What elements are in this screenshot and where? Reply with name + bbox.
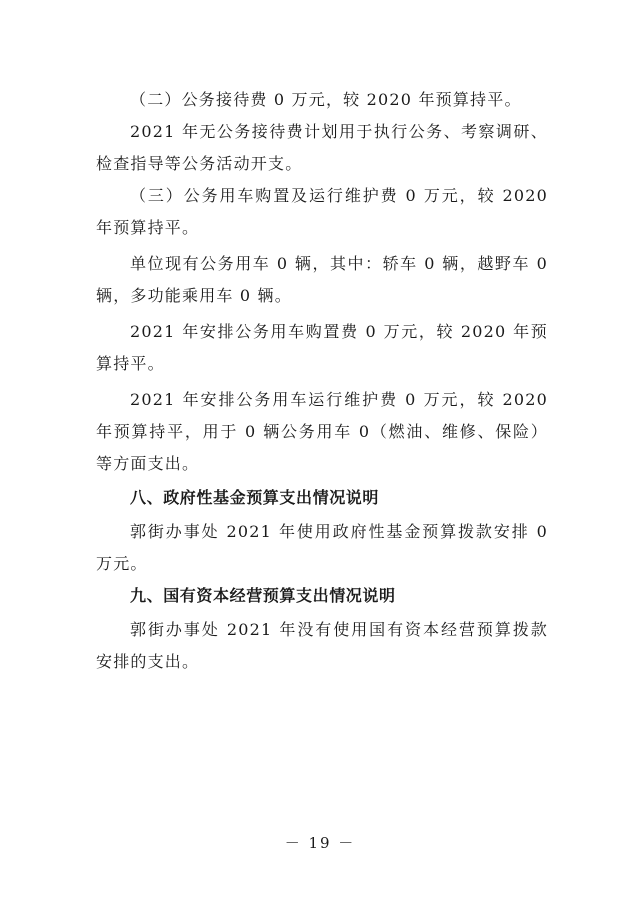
paragraph-state-capital: 郭街办事处 2021 年没有使用国有资本经营预算拨款安排的支出。 <box>96 620 548 671</box>
section-heading-state-capital: 九、国有资本经营预算支出情况说明 <box>130 586 396 605</box>
paragraph-government-fund: 郭街办事处 2021 年使用政府性基金预算拨款安排 0 万元。 <box>96 522 548 573</box>
section-heading-government-fund: 八、政府性基金预算支出情况说明 <box>130 488 380 507</box>
paragraph-reception-fee: （二）公务接待费 0 万元，较 2020 年预算持平。 <box>130 90 522 109</box>
paragraph-vehicle-count: 单位现有公务用车 0 辆，其中：轿车 0 辆，越野车 0 辆，多功能乘用车 0 辆。 <box>96 254 548 305</box>
paragraph-vehicle-maintenance: 2021 年安排公务用车运行维护费 0 万元，较 2020 年预算持平，用于 0 辆公务用车 0（燃油、维修、保险）等方面支出。 <box>96 390 548 473</box>
paragraph-vehicle-purchase: 2021 年安排公务用车购置费 0 万元，较 2020 年预算持平。 <box>96 322 548 373</box>
page-number: － 19 － <box>284 834 356 852</box>
paragraph-vehicle-fee: （三）公务用车购置及运行维护费 0 万元，较 2020 年预算持平。 <box>96 186 548 237</box>
paragraph-reception-plan: 2021 年无公务接待费计划用于执行公务、考察调研、检查指导等公务活动开支。 <box>96 122 548 173</box>
